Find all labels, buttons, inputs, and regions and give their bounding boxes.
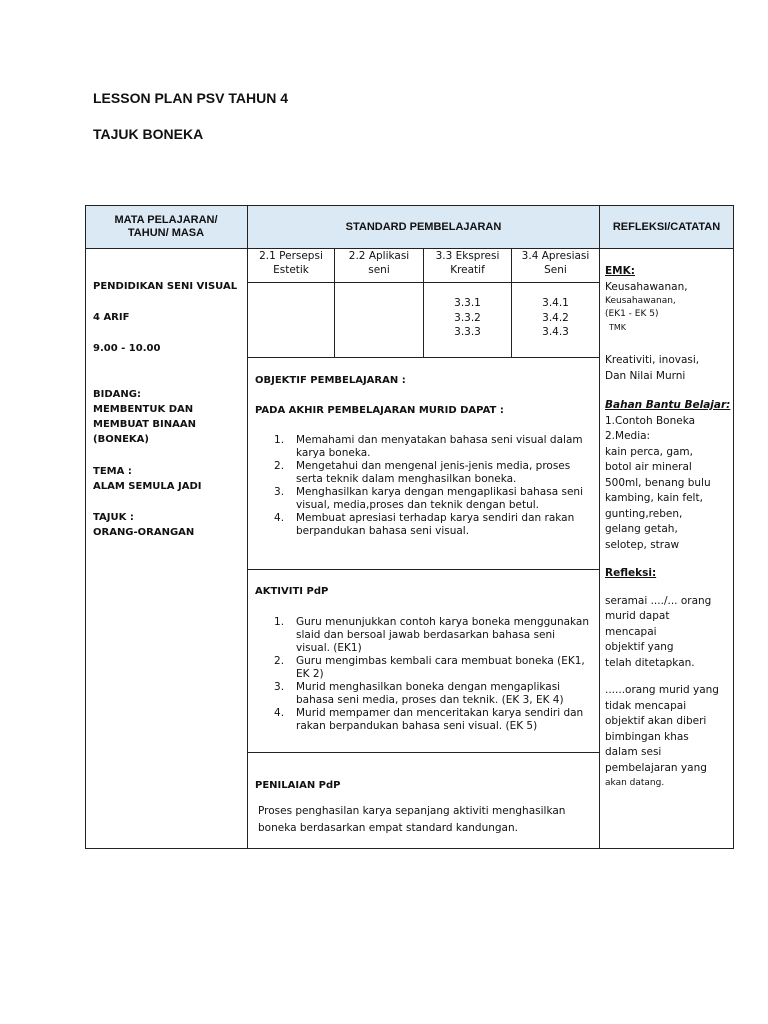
objektif-list [270, 434, 590, 538]
bbm-line: gelang getah, [605, 523, 678, 535]
standard-header-3-3-line1: 3.3 Ekspresi [435, 250, 500, 262]
spacer [605, 553, 731, 566]
tema-value: ALAM SEMULA JADI [93, 481, 202, 492]
standard-value-3-3-1: 3.3.1 [454, 297, 481, 309]
objektif-heading: OBJEKTIF PEMBELAJARAN : [255, 375, 406, 386]
bbm-line: kambing, kain felt, [605, 492, 703, 504]
standard-header-3-4-line2: Seni [544, 264, 567, 276]
standard-header-2-1-line2: Estetik [273, 264, 309, 276]
aktiviti-item: Murid mempamer dan menceritakan karya sendiri dan rakan berpandukan bahasa seni visual. (EK 5) [296, 707, 584, 732]
aktiviti-item: Guru menunjukkan contoh karya boneka menggunakan slaid dan bersoal jawab berdasarkan bahasa seni visual. (EK1) [296, 616, 590, 654]
bidang-line-3: (BONEKA) [93, 434, 149, 445]
refleksi-line: objektif yang [605, 641, 674, 653]
standard-value-3-3-3: 3.3.3 [454, 326, 481, 338]
bbm-label: Bahan Bantu Belajar: [605, 399, 731, 411]
table-border-left [85, 205, 86, 849]
header-reflection: REFLEKSI/CATATAN [612, 220, 721, 233]
spacer [605, 335, 731, 353]
standard-col4-values [512, 296, 599, 340]
refleksi-line: ......orang murid yang [605, 684, 719, 696]
bbm-line: selotep, straw [605, 538, 680, 551]
aktiviti-heading: AKTIVITI PdP [255, 586, 329, 597]
values-line-1: Kreativiti, inovasi, [605, 354, 700, 366]
bidang-label: BIDANG: [93, 389, 141, 400]
bidang-line-2: MEMBUAT BINAAN [93, 419, 196, 430]
spacer [605, 582, 731, 594]
standard-header-2-2-line1: 2.2 Aplikasi [348, 250, 410, 262]
emk-label: EMK: [605, 265, 635, 277]
header-subject: MATA PELAJARAN/ TAHUN/ MASA [114, 214, 218, 239]
aktiviti-list [270, 616, 590, 733]
reflection-content [605, 264, 731, 792]
objektif-item: Memahami dan menyatakan bahasa seni visual dalam karya boneka. [296, 434, 583, 459]
aktiviti-item: Guru mengimbas kembali cara membuat boneka (EK1, EK 2) [296, 655, 585, 680]
standard-value-3-3-2: 3.3.2 [454, 311, 481, 324]
standard-header-3-3 [424, 249, 511, 277]
tajuk-label: TAJUK : [93, 512, 134, 523]
refleksi-label: Refleksi: [605, 567, 657, 579]
standard-header-3-3-line2: Kreatif [450, 264, 485, 276]
refleksi-line: dalam sesi [605, 746, 662, 758]
penilaian-text: Proses penghasilan karya sepanjang aktiviti menghasilkan boneka berdasarkan empat standard kandungan. [258, 805, 566, 834]
standard-value-3-4-2: 3.4.2 [542, 311, 569, 324]
objektif-bottom [247, 569, 600, 570]
bbm-line: 500ml, benang bulu [605, 476, 711, 489]
table-border-bottom [85, 848, 734, 849]
objektif-item: Mengetahui dan mengenal jenis-jenis media, proses serta teknik dalam menghasilkan boneka. [296, 460, 571, 485]
penilaian-heading: PENILAIAN PdP [255, 780, 341, 791]
header-standard: STANDARD PEMBELAJARAN [345, 220, 502, 233]
subject-name: PENDIDIKAN SENI VISUAL [93, 281, 238, 292]
refleksi-line: objektif akan diberi [605, 715, 707, 727]
bbm-line: 1.Contoh Boneka [605, 414, 696, 427]
tema-label: TEMA : [93, 466, 132, 477]
refleksi-line: mencapai [605, 625, 657, 638]
objektif-item: Membuat apresiasi terhadap karya sendiri dan rakan berpandukan bahasa seni visual. [296, 512, 575, 537]
emk-line-1: Keusahawanan, [605, 280, 688, 293]
refleksi-line: seramai ..../... orang [605, 594, 712, 607]
refleksi-line: pembelajaran yang [605, 761, 707, 774]
standard-header-2-1-line1: 2.1 Persepsi [259, 250, 323, 262]
table-border-right [733, 205, 734, 849]
bbm-line: kain perca, gam, [605, 445, 693, 458]
aktiviti-bottom [247, 752, 600, 753]
standard-header-2-2-line2: seni [368, 264, 390, 276]
standard-header-2-1 [248, 249, 334, 277]
spacer [605, 384, 731, 398]
refleksi-line: murid dapat [605, 610, 670, 622]
class-name: 4 ARIF [93, 312, 130, 323]
standard-col3-values [424, 296, 511, 340]
bidang-line-1: MEMBENTUK DAN [93, 404, 194, 415]
values-line-2: Dan Nilai Murni [605, 369, 686, 382]
refleksi-line: akan datang. [605, 778, 665, 788]
spacer [605, 671, 731, 683]
tajuk-value: ORANG-ORANGAN [93, 527, 195, 538]
bbm-line: 2.Media: [605, 430, 651, 442]
standard-header-3-4 [512, 249, 599, 277]
objektif-intro: PADA AKHIR PEMBELAJARAN MURID DAPAT : [255, 405, 504, 416]
standard-header-3-4-line1: 3.4 Apresiasi [521, 250, 590, 262]
emk-line-3: (EK1 - EK 5) [605, 309, 659, 319]
refleksi-line: bimbingan khas [605, 730, 689, 743]
bbm-line: botol air mineral [605, 461, 692, 473]
bbm-line: gunting,reben, [605, 507, 683, 520]
standard-value-3-4-1: 3.4.1 [542, 297, 569, 309]
emk-line-4: TMK [609, 323, 627, 332]
page-subtitle: TAJUK BONEKA [93, 126, 204, 142]
emk-line-2: Keusahawanan, [605, 296, 676, 306]
page-title: LESSON PLAN PSV TAHUN 4 [93, 90, 288, 106]
aktiviti-item: Murid menghasilkan boneka dengan mengaplikasi bahasa seni media, proses dan teknik. (EK 3, EK 4) [296, 681, 564, 706]
refleksi-line: tidak mencapai [605, 699, 687, 712]
objektif-item: Menghasilkan karya dengan mengaplikasi bahasa seni visual, media,proses dan teknik dengan betul. [296, 486, 583, 511]
refleksi-line: telah ditetapkan. [605, 656, 695, 669]
standard-header-2-2 [335, 249, 423, 277]
standard-value-3-4-3: 3.4.3 [542, 326, 569, 338]
time-slot: 9.00 - 10.00 [93, 343, 161, 354]
